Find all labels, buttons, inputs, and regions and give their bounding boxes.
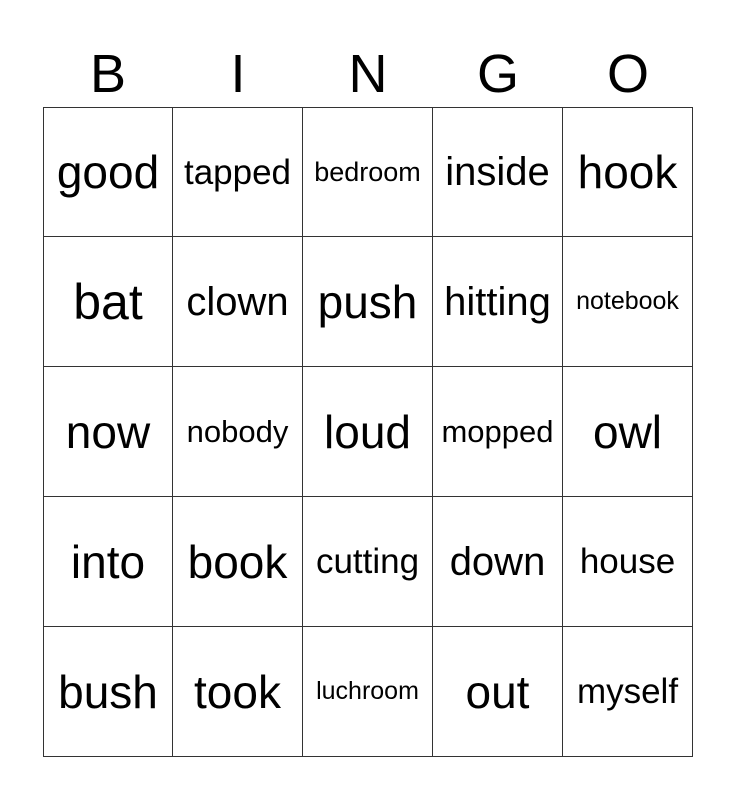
bingo-cell[interactable]: myself xyxy=(563,627,693,757)
bingo-cell[interactable]: mopped xyxy=(433,367,563,497)
bingo-board xyxy=(43,107,693,757)
bingo-cell[interactable]: good xyxy=(43,107,173,237)
header-letter-i: I xyxy=(230,44,246,104)
bingo-cell[interactable]: luchroom xyxy=(303,627,433,757)
bingo-cell[interactable]: took xyxy=(173,627,303,757)
header-letter-n: N xyxy=(348,44,388,104)
bingo-cell[interactable]: push xyxy=(303,237,433,367)
bingo-cell[interactable]: into xyxy=(43,497,173,627)
bingo-cell[interactable]: house xyxy=(563,497,693,627)
bingo-cell[interactable]: now xyxy=(43,367,173,497)
bingo-cell[interactable]: cutting xyxy=(303,497,433,627)
bingo-cell[interactable]: clown xyxy=(173,237,303,367)
bingo-cell[interactable]: hook xyxy=(563,107,693,237)
header-letter-b: B xyxy=(89,44,127,104)
bingo-cell[interactable]: bat xyxy=(43,237,173,367)
bingo-header xyxy=(43,40,693,108)
bingo-cell[interactable]: owl xyxy=(563,367,693,497)
header-letter-g: G xyxy=(476,44,519,104)
bingo-cell[interactable]: inside xyxy=(433,107,563,237)
bingo-cell[interactable]: hitting xyxy=(433,237,563,367)
bingo-cell[interactable]: out xyxy=(433,627,563,757)
bingo-cell[interactable]: down xyxy=(433,497,563,627)
bingo-cell[interactable]: tapped xyxy=(173,107,303,237)
bingo-cell[interactable]: bush xyxy=(43,627,173,757)
bingo-cell[interactable]: book xyxy=(173,497,303,627)
bingo-cell[interactable]: notebook xyxy=(563,237,693,367)
header-letter-o: O xyxy=(606,44,649,104)
bingo-cell[interactable]: bedroom xyxy=(303,107,433,237)
bingo-cell[interactable]: loud xyxy=(303,367,433,497)
bingo-cell[interactable]: nobody xyxy=(173,367,303,497)
